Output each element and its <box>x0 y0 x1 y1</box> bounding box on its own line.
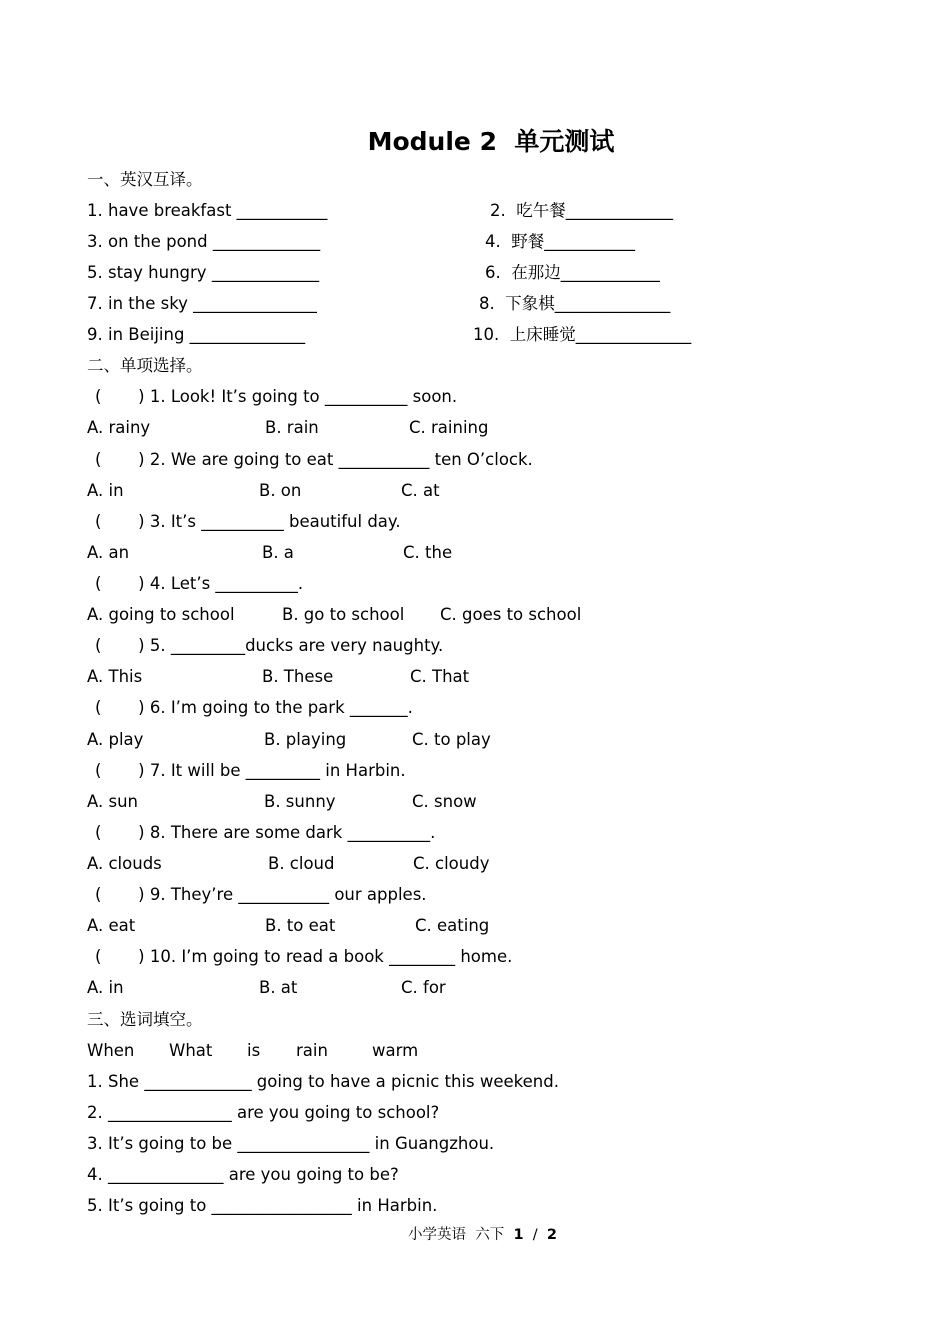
translate-item-7: 7. in the sky _______________ <box>87 294 317 313</box>
fill-item-2: 2. _______________ are you going to school? <box>87 1103 440 1122</box>
mc-option-6b: B. playing <box>264 730 347 749</box>
mc-option-7a: A. sun <box>87 792 138 811</box>
translate-item-4: 4. 野餐___________ <box>485 232 635 251</box>
mc-option-1a: A. rainy <box>87 418 151 437</box>
translate-item-10: 10. 上床睡觉______________ <box>473 325 692 344</box>
mc-question-4: ( ) 4. Let’s __________. <box>95 574 304 593</box>
fill-item-5: 5. It’s going to _________________ in Harbin. <box>87 1196 438 1215</box>
footer-separator: / <box>523 1227 547 1243</box>
mc-option-8b: B. cloud <box>268 854 335 873</box>
fill-item-3: 3. It’s going to be ________________ in Guangzhou. <box>87 1134 495 1153</box>
mc-option-3a: A. an <box>87 543 130 562</box>
mc-option-4c: C. goes to school <box>440 605 582 624</box>
fill-item-4: 4. ______________ are you going to be? <box>87 1165 399 1184</box>
mc-option-7c: C. snow <box>412 792 477 811</box>
mc-question-6: ( ) 6. I’m going to the park _______. <box>95 698 413 717</box>
mc-option-9b: B. to eat <box>265 916 336 935</box>
word-bank-what: What <box>169 1041 213 1060</box>
translate-item-9: 9. in Beijing ______________ <box>87 325 306 344</box>
mc-option-10a: A. in <box>87 978 124 997</box>
page-footer <box>408 1223 557 1244</box>
mc-option-1b: B. rain <box>265 418 319 437</box>
mc-option-9a: A. eat <box>87 916 136 935</box>
mc-option-10c: C. for <box>401 978 446 997</box>
word-bank-warm: warm <box>372 1041 419 1060</box>
mc-option-1c: C. raining <box>409 418 489 437</box>
mc-option-2c: C. at <box>401 481 440 500</box>
mc-question-5: ( ) 5. _________ducks are very naughty. <box>95 636 444 655</box>
translate-item-3: 3. on the pond _____________ <box>87 232 321 251</box>
translate-item-6: 6. 在那边____________ <box>485 263 660 282</box>
mc-option-8c: C. cloudy <box>413 854 490 873</box>
translate-item-1: 1. have breakfast ___________ <box>87 201 328 220</box>
translate-item-8: 8. 下象棋______________ <box>479 294 671 313</box>
mc-option-10b: B. at <box>259 978 298 997</box>
mc-option-3b: B. a <box>262 543 294 562</box>
mc-option-2a: A. in <box>87 481 124 500</box>
page-title: Module 2 单元测试 <box>367 127 615 156</box>
translate-item-2: 2. 吃午餐_____________ <box>490 201 673 220</box>
word-bank-rain: rain <box>296 1041 328 1060</box>
mc-option-4a: A. going to school <box>87 605 235 624</box>
section-1-heading: 一、英汉互译。 <box>87 170 203 189</box>
translate-item-5: 5. stay hungry _____________ <box>87 263 320 282</box>
footer-label: 小学英语 六下 <box>408 1227 514 1243</box>
mc-option-5a: A. This <box>87 667 143 686</box>
mc-question-10: ( ) 10. I’m going to read a book ________ home. <box>95 947 513 966</box>
mc-option-4b: B. go to school <box>282 605 405 624</box>
footer-page-total: 2 <box>546 1227 557 1243</box>
word-bank-is: is <box>247 1041 261 1060</box>
mc-option-3c: C. the <box>403 543 453 562</box>
mc-option-5b: B. These <box>262 667 334 686</box>
mc-option-7b: B. sunny <box>264 792 336 811</box>
fill-item-1: 1. She _____________ going to have a picnic this weekend. <box>87 1072 559 1091</box>
mc-option-9c: C. eating <box>415 916 490 935</box>
mc-question-7: ( ) 7. It will be _________ in Harbin. <box>95 761 406 780</box>
mc-question-2: ( ) 2. We are going to eat ___________ ten O’clock. <box>95 450 533 469</box>
mc-question-1: ( ) 1. Look! It’s going to __________ soon. <box>95 387 458 406</box>
mc-question-8: ( ) 8. There are some dark __________. <box>95 823 436 842</box>
mc-question-9: ( ) 9. They’re ___________ our apples. <box>95 885 427 904</box>
mc-option-6c: C. to play <box>412 730 491 749</box>
mc-option-5c: C. That <box>410 667 470 686</box>
mc-question-3: ( ) 3. It’s __________ beautiful day. <box>95 512 401 531</box>
mc-option-8a: A. clouds <box>87 854 162 873</box>
section-3-heading: 三、选词填空。 <box>87 1010 203 1029</box>
mc-option-6a: A. play <box>87 730 144 749</box>
footer-page-number: 1 <box>513 1227 524 1243</box>
mc-option-2b: B. on <box>259 481 302 500</box>
section-2-heading: 二、单项选择。 <box>87 356 203 375</box>
word-bank-when: When <box>87 1041 135 1060</box>
